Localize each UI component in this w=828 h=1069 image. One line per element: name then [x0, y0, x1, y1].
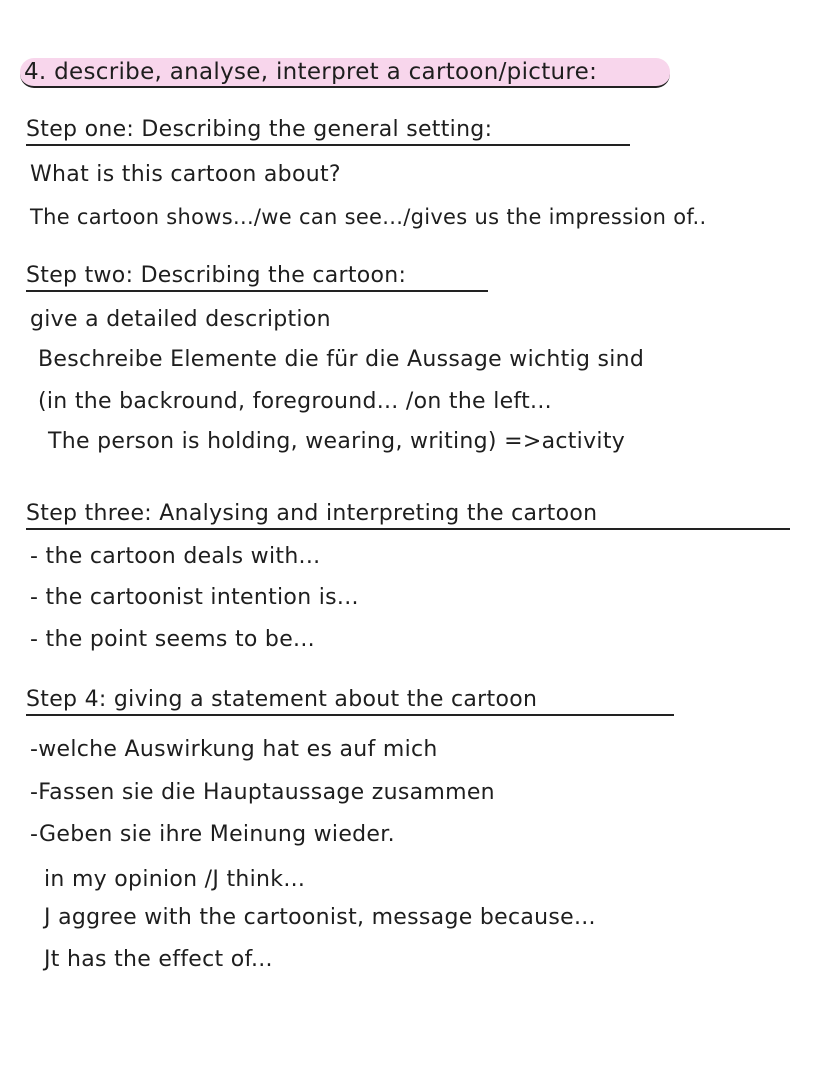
step-two-heading: Step two: Describing the cartoon:: [26, 262, 488, 292]
note-line: - the cartoonist intention is...: [30, 585, 359, 610]
note-line: J aggree with the cartoonist, message because...: [44, 905, 596, 930]
note-line: - the cartoon deals with...: [30, 544, 321, 569]
note-line: -Geben sie ihre Meinung wieder.: [30, 822, 395, 847]
step-one-heading: Step one: Describing the general setting:: [26, 116, 630, 146]
page-title: 4. describe, analyse, interpret a cartoon/picture:: [20, 58, 670, 88]
note-line: The person is holding, wearing, writing) =>activity: [48, 429, 626, 454]
note-line: - the point seems to be...: [30, 627, 315, 652]
note-line: Jt has the effect of...: [44, 947, 273, 972]
step-four-heading: Step 4: giving a statement about the cartoon: [26, 686, 674, 716]
step-three-heading: Step three: Analysing and interpreting the cartoon: [26, 500, 790, 530]
note-line: The cartoon shows.../we can see.../gives us the impression of..: [30, 205, 707, 229]
note-line: -welche Auswirkung hat es auf mich: [30, 737, 438, 762]
note-line: Beschreibe Elemente die für die Aussage wichtig sind: [38, 347, 645, 372]
note-line: -Fassen sie die Hauptaussage zusammen: [30, 780, 495, 805]
note-line: in my opinion /J think...: [44, 867, 306, 892]
note-line: give a detailed description: [30, 307, 331, 332]
note-line: What is this cartoon about?: [30, 162, 341, 187]
note-line: (in the backround, foreground... /on the left...: [38, 389, 552, 414]
